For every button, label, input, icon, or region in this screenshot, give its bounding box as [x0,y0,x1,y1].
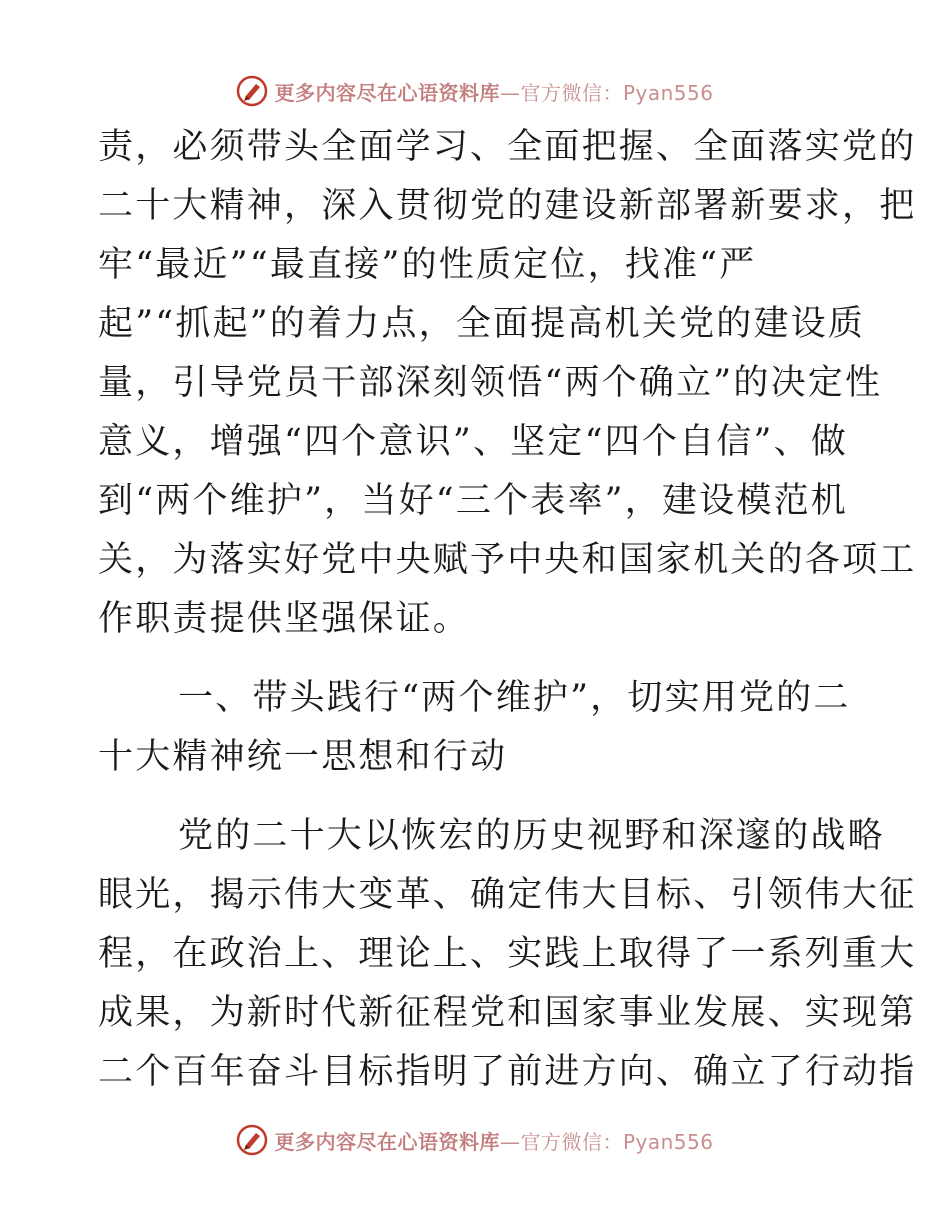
text-line: 党的二十大以恢宏的历史视野和深邃的战略 [178,816,885,856]
watermark-dash: — [499,1129,521,1154]
pen-seal-logo-icon [236,1124,268,1156]
watermark-banner-bottom [0,1120,950,1160]
pen-seal-logo-icon [236,75,268,107]
text-line: 程，在政治上、理论上、实践上取得了一系列重大 [98,934,917,974]
text-line: 二个百年奋斗目标指明了前进方向、确立了行动指 [98,1052,917,1092]
watermark-brand: 更多内容尽在心语资料库 [274,1129,500,1154]
text-line: 意义，增强“四个意识”、坚定“四个自信”、做 [98,422,848,462]
text-line: 起”“抓起”的着力点，全面提高机关党的建设质 [98,304,866,344]
text-line: 量，引导党员干部深刻领悟“两个确立”的决定性 [98,363,883,403]
text-line: 作职责提供坚强保证。 [98,599,471,639]
text-line: 二十大精神，深入贯彻党的建设新部署新要求，把 [98,186,917,226]
watermark-contact: 官方微信：Pyan556 [520,1129,714,1154]
text-line: 成果，为新时代新征程党和国家事业发展、实现第 [98,993,917,1033]
watermark-text [274,1126,713,1155]
heading-line: 一、带头践行“两个维护”，切实用党的二 [178,678,851,718]
section-heading [98,669,858,787]
watermark-contact: 官方微信：Pyan556 [520,80,714,105]
text-line: 眼光，揭示伟大变革、确定伟大目标、引领伟大征 [98,875,917,915]
watermark-brand: 更多内容尽在心语资料库 [274,80,500,105]
document-body [98,118,917,1102]
text-line: 到“两个维护”，当好“三个表率”，建设模范机 [98,481,848,521]
text-line: 关，为落实好党中央赋予中央和国家机关的各项工 [98,540,917,580]
heading-line: 十大精神统一思想和行动 [98,737,508,777]
watermark-dash: — [499,80,521,105]
text-line: 责，必须带头全面学习、全面把握、全面落实党的 [98,127,917,167]
watermark-text [274,77,713,106]
paragraph-body [98,807,917,1102]
paragraph-continuation [98,118,917,649]
watermark-banner-top [0,71,950,111]
text-line: 牢“最近”“最直接”的性质定位，找准“严 [98,245,757,285]
